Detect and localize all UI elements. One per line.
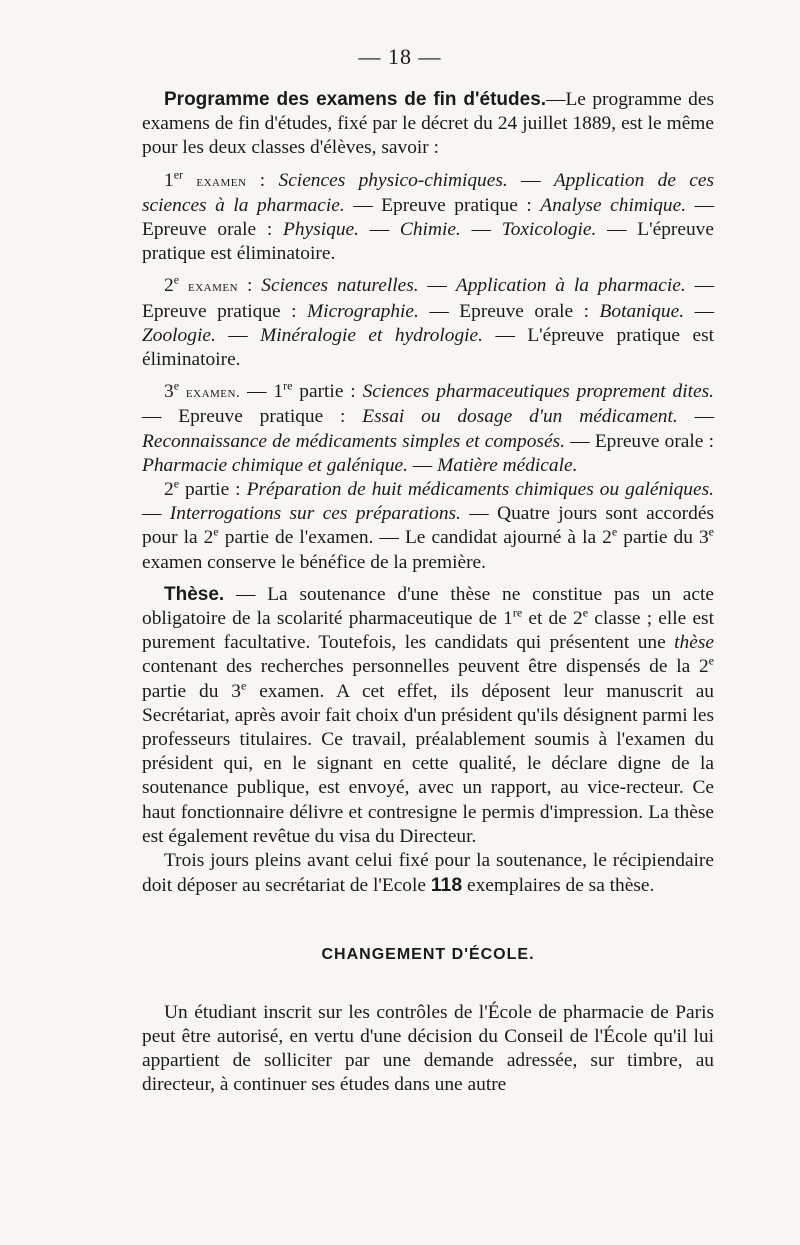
exam3-part-num: — 1 bbox=[240, 381, 284, 403]
exam2-dash: — bbox=[418, 275, 456, 297]
these-sup3: e bbox=[708, 654, 714, 668]
exam3-essai: Essai ou dosage d'un médicament. bbox=[362, 406, 678, 428]
exam1-dash: — bbox=[507, 169, 554, 191]
exam2-orale: — Epreuve orale : bbox=[418, 300, 600, 322]
exam1-orale: — Epreuve orale : bbox=[142, 194, 714, 241]
exam1-pratique: — Epreuve pratique : bbox=[344, 194, 541, 216]
exam2-sup: e bbox=[173, 272, 180, 287]
these-sup4: e bbox=[240, 678, 247, 693]
part2-number: 2 bbox=[164, 479, 174, 501]
exam1-number: 1 bbox=[164, 169, 174, 191]
exam2-botanique: Botanique. bbox=[599, 300, 685, 322]
exam2-subject: Sciences naturelles. bbox=[261, 275, 419, 297]
exam1-dash3: — bbox=[460, 219, 502, 241]
these-text2: et de 2 bbox=[522, 608, 583, 630]
exam1-end: — L'épreuve pratique est éliminatoire. bbox=[142, 219, 714, 265]
text-body bbox=[142, 88, 714, 1098]
exam3-reconnaissance: Reconnaissance de médicaments simples et composés. bbox=[142, 430, 565, 452]
exam3-dash2: — bbox=[408, 454, 438, 476]
exam3-part-sup: re bbox=[283, 378, 293, 393]
these-sup1: re bbox=[512, 605, 523, 620]
exam2-dash2: — bbox=[684, 300, 714, 322]
exam3-number: 3 bbox=[164, 381, 174, 403]
exam2-label: examen bbox=[187, 279, 239, 296]
exam1-application: Application de ces sciences à la pharmacie. bbox=[142, 169, 715, 216]
these-paragraph bbox=[142, 583, 714, 849]
programme-intro: —Le programme des examens de fin d'études, fixé par le décret du 24 juillet 1889, est le même pour les deux classes d'élèves, savoir : bbox=[142, 89, 715, 159]
exam1-chimie: Chimie. bbox=[399, 219, 461, 241]
these-text6: examen. A cet effet, ils déposent leur manuscrit au Secrétariat, après avoir fait choix d'un président qu'ils désignent parmi les professeurs titulaires. Ce travail, préalablement soumis à l'examen du président qui, en le signant en cette qualité, le déclare digne de la soutenance publique, est envoyé, avec un rapport, au vice-recteur. Ce haut fonctionnaire délivre et contresigne le permis d'impression. La thèse est également revêtue du visa du Directeur. bbox=[142, 680, 714, 847]
these-emph: thèse bbox=[674, 632, 714, 654]
trois-jours-text2: exemplaires de sa thèse. bbox=[462, 875, 655, 897]
part2-paragraph bbox=[142, 478, 714, 575]
exam1-physique: Physique. bbox=[283, 219, 359, 241]
these-text1: — La soutenance d'une thèse ne constitue pas un acte obligatoire de la scolarité pharmaceutique de 1 bbox=[142, 583, 714, 630]
part2-interrogations: Interrogations sur ces préparations. bbox=[169, 503, 461, 525]
part2-sup3: e bbox=[611, 524, 618, 539]
part2-text4: examen conserve le bénéfice de la première. bbox=[142, 551, 486, 573]
exam2-dash3: — bbox=[215, 324, 261, 346]
page-number: — 18 — bbox=[358, 44, 442, 69]
part2-dash: — bbox=[142, 503, 170, 525]
exam1-dash2: — bbox=[358, 219, 400, 241]
these-heading: Thèse. bbox=[164, 583, 225, 605]
exam2-number: 2 bbox=[164, 275, 174, 297]
part2-preparation: Préparation de huit médicaments chimiques ou galéniques. bbox=[246, 479, 715, 501]
exam2-paragraph bbox=[142, 274, 714, 372]
section-title-changement: CHANGEMENT D'ÉCOLE. bbox=[321, 945, 535, 963]
part2-sup: e bbox=[173, 476, 180, 491]
part2-text3: partie du 3 bbox=[617, 527, 709, 549]
exam3-pratique: — Epreuve pratique : bbox=[142, 406, 363, 428]
part2-part: partie : bbox=[179, 479, 247, 501]
these-text5: partie du 3 bbox=[142, 680, 241, 702]
exam2-zoologie: Zoologie. bbox=[142, 324, 216, 346]
copies-count: 118 bbox=[430, 874, 463, 897]
exam1-paragraph bbox=[142, 169, 714, 267]
programme-paragraph bbox=[142, 88, 714, 161]
exam3-sup: e bbox=[173, 378, 180, 393]
trois-jours-text1: Trois jours pleins avant celui fixé pour la soutenance, le récipiendaire doit déposer au secrétariat de l'Ecole bbox=[142, 850, 714, 897]
exam2-mineralogie: Minéralogie et hydrologie. bbox=[260, 324, 484, 346]
exam3-subject: Sciences pharmaceutiques proprement dites. bbox=[362, 381, 715, 403]
part2-sup2: e bbox=[213, 524, 219, 539]
exam3-pharmacie: Pharmacie chimique et galénique. bbox=[142, 454, 409, 476]
exam2-micrographie: Micrographie. bbox=[307, 300, 419, 322]
programme-heading: Programme des examens de fin d'études. bbox=[164, 89, 547, 110]
exam1-analyse: Analyse chimique. bbox=[540, 194, 687, 216]
exam2-sep: : bbox=[238, 275, 262, 297]
exam2-pratique: — Epreuve pratique : bbox=[142, 275, 715, 322]
exam3-label: examen. bbox=[185, 385, 241, 402]
these-text4: contenant des recherches personnelles peuvent être dispensés de la 2 bbox=[142, 656, 709, 678]
exam2-application: Application à la pharmacie. bbox=[455, 275, 686, 297]
exam1-toxicologie: Toxicologie. bbox=[501, 219, 597, 241]
part2-text1: — Quatre jours sont accordés pour la 2 bbox=[142, 503, 714, 549]
exam3-orale: — Epreuve orale : bbox=[564, 430, 714, 452]
exam3-part: partie : bbox=[292, 381, 363, 403]
trois-jours-paragraph bbox=[142, 849, 714, 898]
part2-sup4: e bbox=[708, 524, 714, 539]
part2-text2: partie de l'examen. — Le candidat ajourné à la 2 bbox=[218, 527, 612, 549]
these-sup2: e bbox=[582, 605, 589, 620]
exam1-subject: Sciences physico-chimiques. bbox=[278, 169, 508, 191]
exam1-sup: er bbox=[173, 167, 184, 182]
these-text3: classe ; elle est purement facultative. Toutefois, les candidats qui présentent une bbox=[142, 608, 714, 654]
changement-paragraph: Un étudiant inscrit sur les contrôles de l'École de pharmacie de Paris peut être autorisé, en vertu d'une décision du Conseil de l'École qu'il lui appartient de solliciter par une demande adressée, sur timbre, au directeur, à continuer ses études dans une autre bbox=[142, 1001, 714, 1096]
exam1-label: examen bbox=[196, 173, 247, 190]
exam3-dash: — bbox=[677, 406, 714, 428]
exam3-matiere: Matière médicale. bbox=[437, 454, 578, 476]
exam3-paragraph bbox=[142, 380, 714, 478]
exam2-end: — L'épreuve pratique est éliminatoire. bbox=[142, 324, 714, 371]
exam1-sep: : bbox=[246, 169, 279, 191]
